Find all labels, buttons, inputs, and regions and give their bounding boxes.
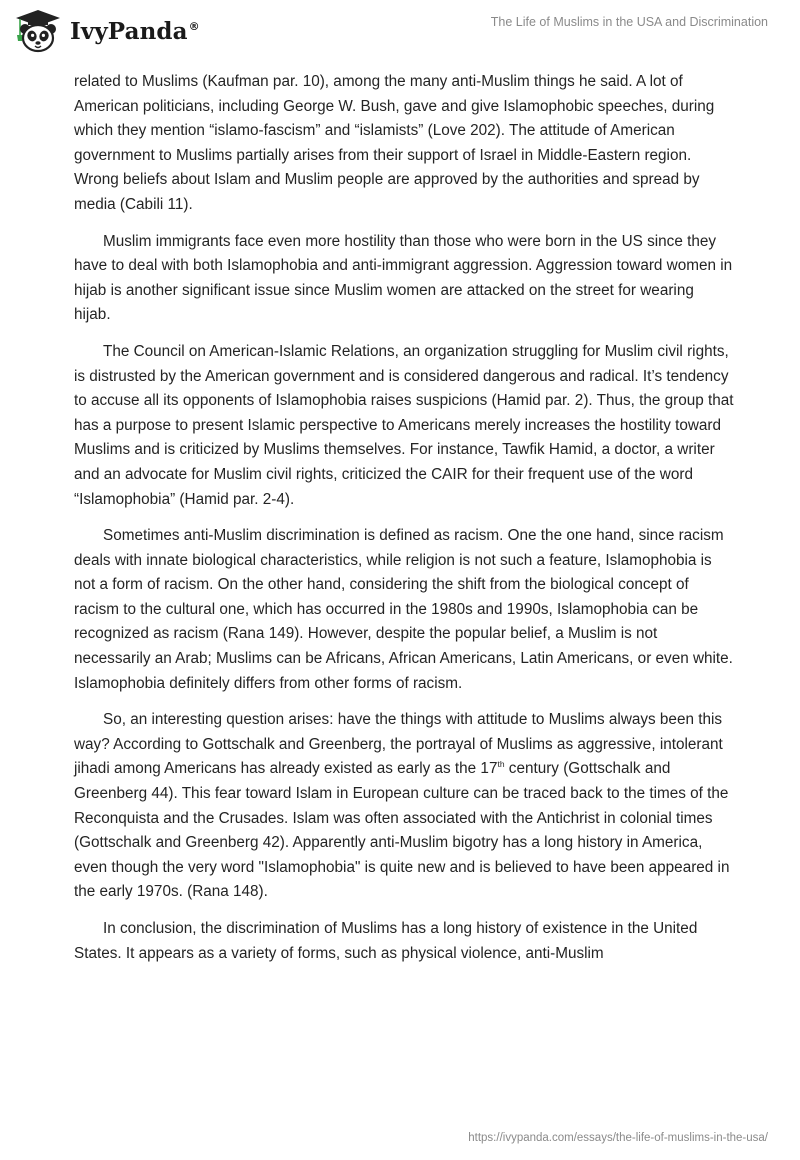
panda-graduate-icon	[14, 8, 62, 54]
page-header	[0, 0, 800, 60]
source-url[interactable]: https://ivypanda.com/essays/the-life-of-muslims-in-the-usa/	[468, 1132, 768, 1144]
essay-paragraph-5	[74, 708, 734, 905]
registered-mark: ®	[188, 19, 200, 33]
essay-paragraph-6: In conclusion, the discrimination of Muslims has a long history of existence in the United States. It appears as a variety of forms, such as physical violence, anti-Muslim	[74, 920, 698, 962]
essay-paragraph-1: related to Muslims (Kaufman par. 10), among the many anti-Muslim things he said. A lot of American politicians, including George W. Bush, gave and give Islamophobic speeches, during which they mention “islamo-fascism” and “islamists” (Love 202). The attitude of American government to Muslims partially arises from their support of Israel in Middle-Eastern region. Wrong beliefs about Islam and Muslim people are approved by the authorities and spread by media (Cabili 11).	[74, 73, 715, 213]
essay-paragraph-4: Sometimes anti-Muslim discrimination is defined as racism. One the one hand, since racism deals with innate biological characteristics, while religion is not such a feature, Islamophobia is not a form of racism. On the other hand, considering the shift from the biological concept of racism to the cultural one, which has occurred in the 1980s and 1990s, Islamophobia can be recognized as racism (Rana 149). However, despite the popular belief, a Muslim is not necessarily an Arab; Muslims can be Africans, African Americans, Latin Americans, or even white. Islamophobia definitely differs from other forms of racism.	[74, 527, 733, 692]
brand-name: IvyPanda®	[70, 17, 200, 45]
essay-body	[74, 70, 734, 978]
essay-paragraph-3: The Council on American-Islamic Relations, an organization struggling for Muslim civil rights, is distrusted by the American government and is considered dangerous and radical. It’s tendency to accuse all its opponents of Islamophobia raises suspicions (Hamid par. 2). Thus, the group that has a purpose to present Islamic perspective to Americans merely increases the hostility toward Muslims and is criticized by Muslims themselves. For instance, Tawfik Hamid, a doctor, a writer and an advocate for Muslim civil rights, criticized the CAIR for their frequent use of the word “Islamophobia” (Hamid par. 2-4).	[74, 342, 734, 508]
paragraph-5-text-end: century (Gottschalk and Greenberg 44). This fear toward Islam in European culture can be traced back to the times of the Reconquista and the Crusades. Islam was often associated with the Antichrist in colonial times (Gottschalk and Greenberg 42). Apparently anti-Muslim bigotry has a long history in America, even though the very word "Islamophobia" is quite new and is believed to have been appeared in the early 1970s. (Rana 148).	[74, 760, 730, 901]
essay-paragraph-2: Muslim immigrants face even more hostility than those who were born in the US since they have to deal with both Islamophobia and anti-immigrant aggression. Aggression toward women in hijab is another significant issue since Muslim women are attacked on the street for wearing hijab.	[74, 232, 733, 324]
ivypanda-logo[interactable]	[14, 8, 200, 54]
ordinal-superscript: th	[497, 759, 505, 770]
paragraph-5-text-start: So, an interesting question arises: have the things with attitude to Muslims always been this way? According to Gottschalk and Greenberg, the portrayal of Muslims as aggressive, intolerant jihadi among Americans has already existed as early as the 17	[74, 711, 723, 778]
document-title: The Life of Muslims in the USA and Discrimination	[490, 15, 768, 29]
